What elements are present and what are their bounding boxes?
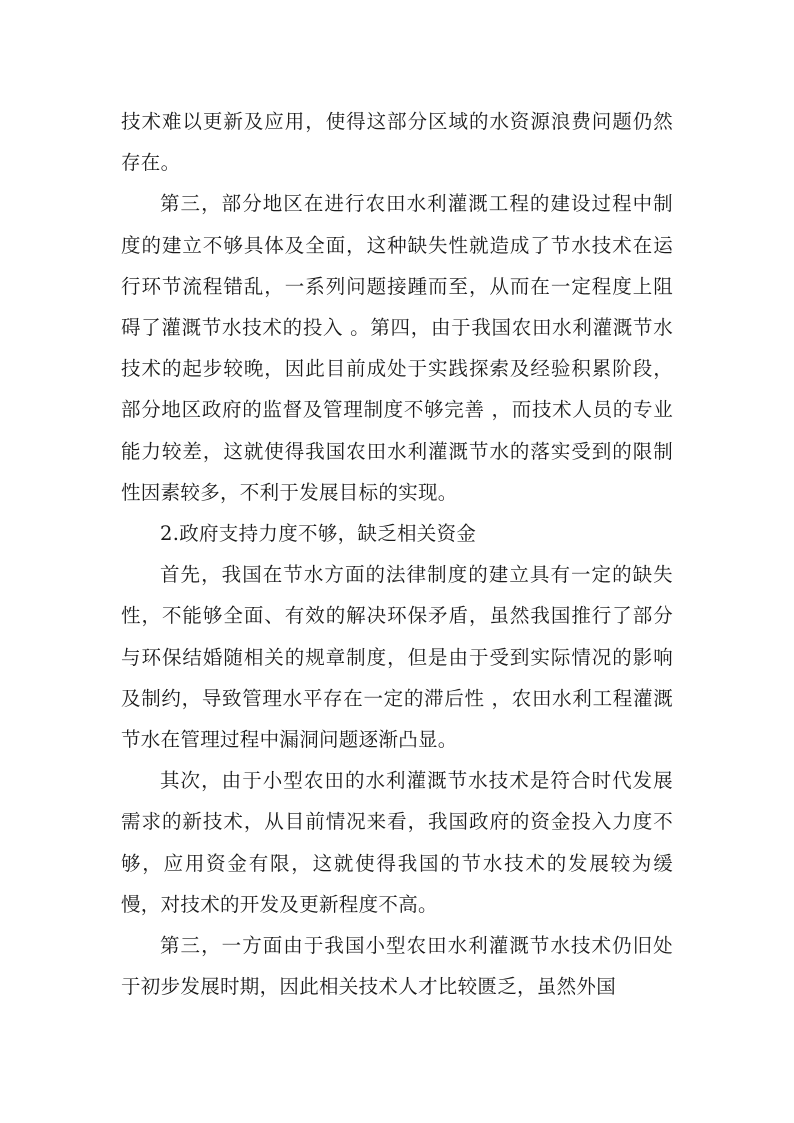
paragraph-second: 其次，由于小型农田的水利灌溉节水技术是符合时代发展需求的新技术，从目前情况来看，我国政府的资金投入力度不够，应用资金有限，这就使得我国的节水技术的发展较为缓慢，对技术的开发及更新程度不高。 — [121, 769, 673, 916]
paragraph-third-point: 第三，部分地区在进行农田水利灌溉工程的建设过程中制度的建立不够具体及全面，这种缺失性就造成了节水技术在运行环节流程错乱，一系列问题接踵而至，从而在一定程度上阻碍了灌溉节水技术的投入 。第四，由于我国农田水利灌溉节水技术的起步较晚，因此目前成处于实践探索及经验积累阶段，部分地区政府的监督及管理制度不够完善 ，而技术人员的专业能力较差，这就使得我国农田水利灌溉节水的落实受到的限制性因素较多，不利于发展目标的实现。 — [121, 192, 673, 504]
body-text — [121, 101, 673, 1007]
paragraph-continuation: 技术难以更新及应用，使得这部分区域的水资源浪费问题仍然存在。 — [121, 110, 673, 175]
paragraph-first: 首先，我国在节水方面的法律制度的建立具有一定的缺失性，不能够全面、有效的解决环保矛盾，虽然我国推行了部分与环保结婚随相关的规章制度，但是由于受到实际情况的影响及制约，导致管理水平存在一定的滞后性 ，农田水利工程灌溉节水在管理过程中漏洞问题逐渐凸显。 — [121, 563, 673, 752]
section-heading: 2.政府支持力度不够，缺乏相关资金 — [160, 522, 477, 546]
paragraph-third: 第三，一方面由于我国小型农田水利灌溉节水技术仍旧处于初步发展时期，因此相关技术人才比较匮乏，虽然外国 — [121, 934, 673, 999]
